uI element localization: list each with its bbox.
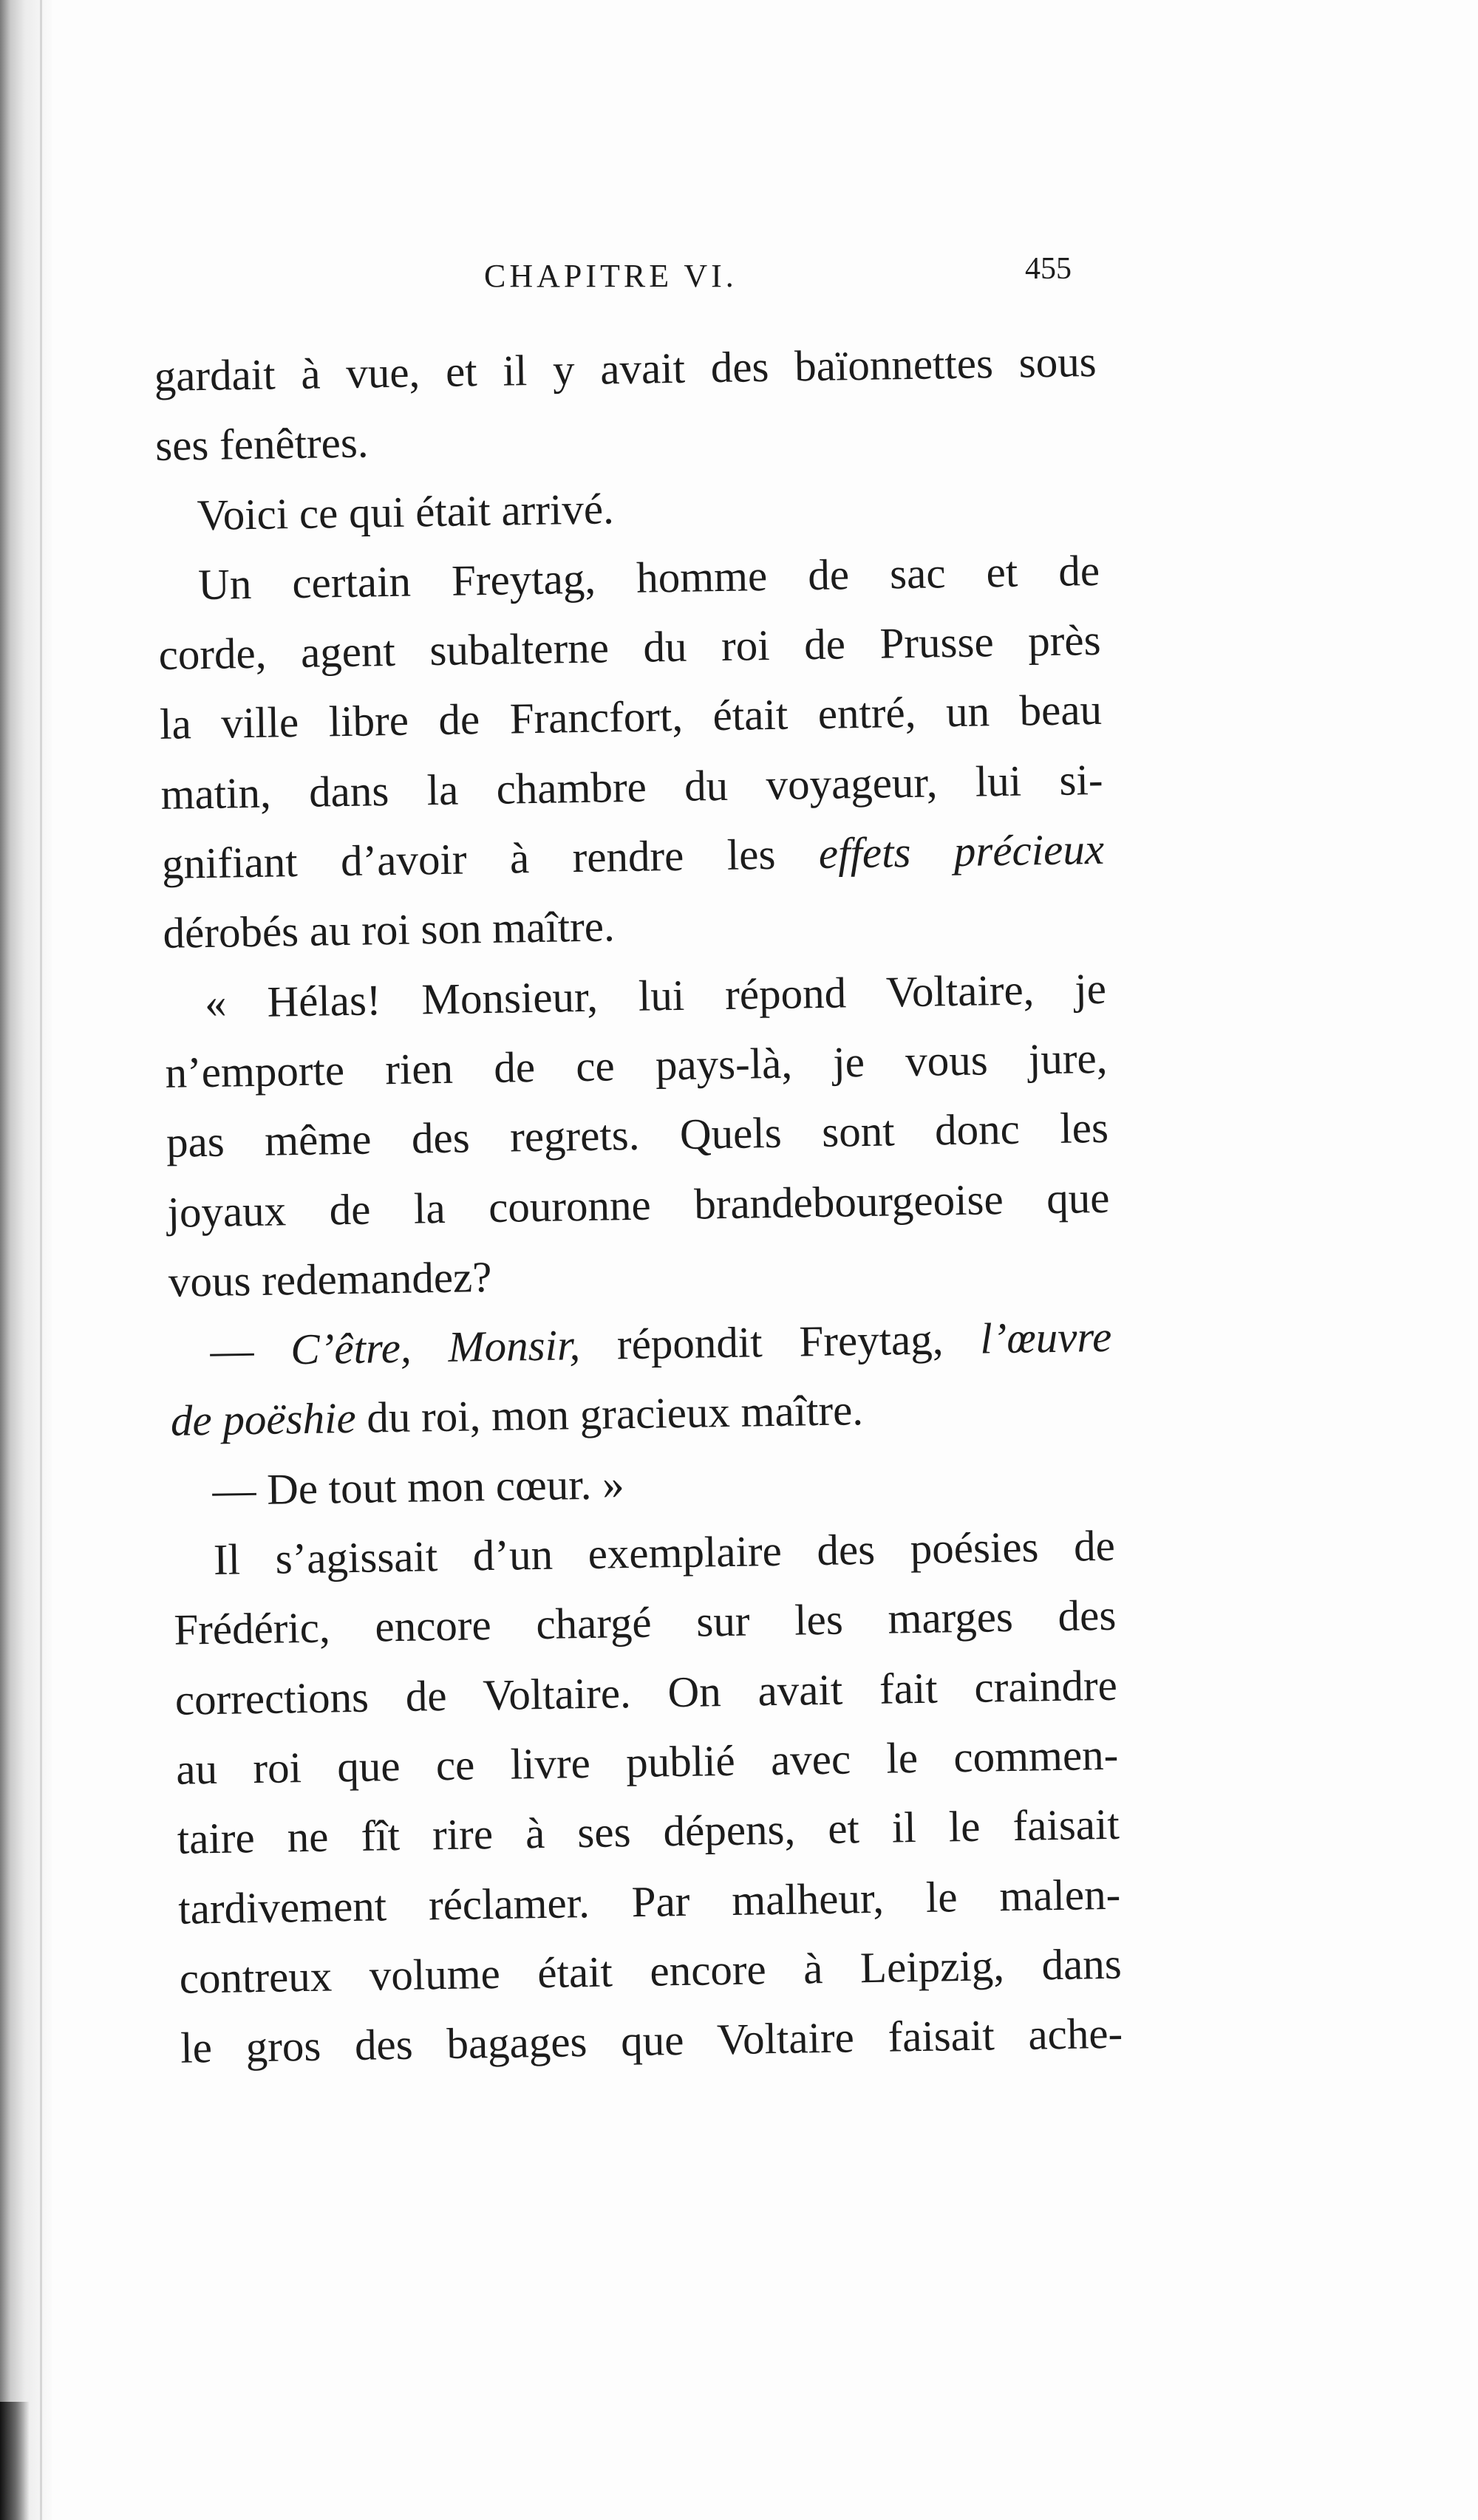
scan-edge-shadow xyxy=(0,2402,30,2520)
binding-gutter-shadow xyxy=(0,0,52,2520)
text-line: « Hélas! Monsieur, lui répond Voltaire, je xyxy=(204,963,1107,1027)
text-line: gnifiant d’avoir à rendre les effets précieux xyxy=(161,824,1105,888)
text-line: Frédéric, encore chargé sur les marges des xyxy=(173,1591,1117,1655)
text-line: — De tout mon cœur. » xyxy=(211,1458,625,1515)
page-number: 455 xyxy=(1025,252,1072,286)
text-line: matin, dans la chambre du voyageur, lui si- xyxy=(160,754,1103,819)
italic-phrase: l’œuvre xyxy=(979,1311,1112,1363)
text-line: gardait à vue, et il y avait des baïonnettes sous xyxy=(154,336,1097,400)
text-line: Il s’agissait d’un exemplaire des poésies de xyxy=(213,1520,1116,1584)
text-line: Un certain Freytag, homme de sac et de xyxy=(197,545,1100,609)
binding-gutter-line xyxy=(40,0,42,2520)
text-line: vous redemandez? xyxy=(168,1252,492,1306)
body-text xyxy=(154,327,1123,2083)
text-line: pas même des regrets. Quels sont donc les xyxy=(166,1103,1109,1167)
text-line: Voici ce qui était arrivé. xyxy=(197,483,615,539)
text-line: dérobés au roi son maître. xyxy=(163,901,616,958)
italic-phrase: de poëshie xyxy=(170,1393,357,1446)
chapter-title: CHAPITRE VI. xyxy=(484,258,738,294)
text-line: corrections de Voltaire. On avait fait craindre xyxy=(174,1660,1118,1724)
text-line: n’emporte rien de ce pays-là, je vous jure, xyxy=(165,1033,1108,1097)
text-line: corde, agent subalterne du roi de Prusse près xyxy=(158,615,1102,680)
italic-phrase: C’être, Monsir, xyxy=(290,1320,581,1374)
text-line: joyaux de la couronne brandebourgeoise que xyxy=(166,1172,1110,1237)
running-head xyxy=(155,251,1072,296)
text-line: au roi que ce livre publié avec le commen- xyxy=(175,1729,1119,1794)
text-line: taire ne fît rire à ses dépens, et il le faisait xyxy=(177,1799,1120,1863)
text-line: le gros des bagages que Voltaire faisait ache- xyxy=(180,2008,1123,2072)
italic-phrase: effets précieux xyxy=(818,824,1105,878)
text-line: ses fenêtres. xyxy=(154,417,370,471)
text-line: — C’être, Monsir, répondit Freytag, l’œuvre xyxy=(209,1311,1112,1376)
text-line: tardivement réclamer. Par malheur, le malen- xyxy=(177,1869,1121,1933)
text-line: contreux volume était encore à Leipzig, dans xyxy=(179,1939,1123,2003)
text-line: de poëshie du roi, mon gracieux maître. xyxy=(170,1385,864,1446)
text-line: la ville libre de Francfort, était entré, un beau xyxy=(159,685,1103,749)
